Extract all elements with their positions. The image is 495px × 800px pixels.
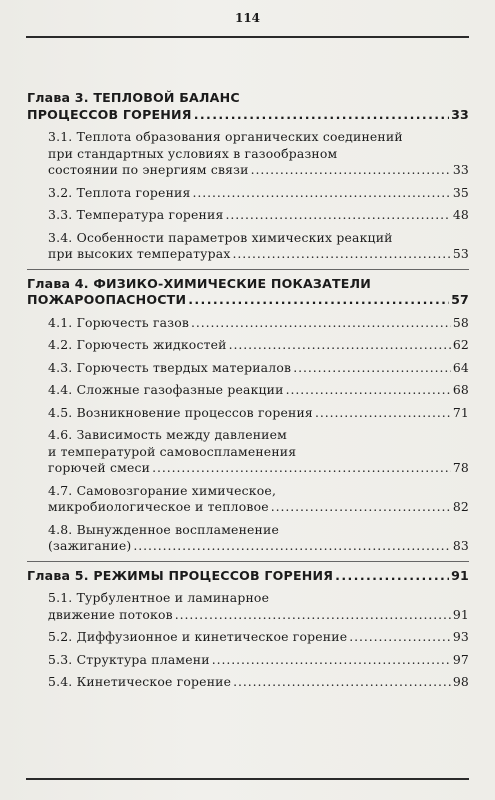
dot-leader (225, 207, 450, 224)
toc-entry-line (48, 629, 469, 646)
page-number: 114 (234, 11, 261, 25)
toc-section-entry (48, 129, 469, 179)
dot-leader (286, 382, 451, 399)
toc-entry-line (48, 522, 469, 539)
toc-entry-line (48, 652, 469, 669)
dot-leader (133, 538, 450, 555)
toc-entry-title: Глава 3. ТЕПЛОВОЙ БАЛАНС (27, 90, 240, 105)
toc-entry-title: микробиологическое и тепловое (48, 499, 269, 514)
toc-section-entry (48, 590, 469, 623)
dot-leader (271, 499, 451, 516)
toc-entry-title: 4.7. Самовозгорание химическое, (48, 482, 277, 498)
toc-page-number: 33 (451, 106, 469, 122)
toc-section-entry (48, 315, 469, 332)
toc-entry-title: 4.3. Горючесть твердых материалов (48, 359, 292, 375)
dot-leader (152, 460, 451, 477)
toc-page-number: 35 (452, 184, 469, 200)
toc-entry-title: 4.6. Зависимость между давлением (48, 427, 288, 442)
toc-section-entry (48, 427, 469, 477)
toc-page-number: 64 (452, 359, 469, 375)
toc-page-number: 53 (452, 246, 469, 261)
toc-chapter-entry (27, 568, 469, 585)
toc-entry-line (48, 207, 469, 224)
dot-leader (293, 360, 451, 377)
toc-entry-line (48, 230, 469, 247)
toc-entry-title: при стандартных условиях в газообразном (48, 145, 338, 161)
toc-entry-title: (зажигание) (48, 538, 132, 553)
toc-entry-title: 4.2. Горючесть жидкостей (48, 337, 227, 352)
toc-page-number: 33 (452, 162, 469, 177)
toc-section-entry (48, 337, 469, 354)
toc-page-number: 91 (451, 567, 469, 583)
toc-entry-line (48, 499, 469, 516)
toc-page-number: 58 (452, 314, 469, 330)
dot-leader (194, 107, 449, 124)
toc-entry-title: 4.5. Возникновение процессов горения (48, 404, 313, 420)
dot-leader (251, 162, 451, 179)
toc-entry-line (48, 538, 469, 555)
toc-entry-line (27, 276, 469, 293)
toc-page-number: 68 (452, 382, 469, 397)
toc-page-number: 57 (451, 292, 469, 307)
dot-leader (349, 629, 451, 646)
toc-entry-title: Глава 5. РЕЖИМЫ ПРОЦЕССОВ ГОРЕНИЯ (27, 567, 334, 583)
toc-page-number: 83 (452, 538, 469, 553)
toc-chapter-entry (27, 90, 469, 123)
toc-entry-title: 5.3. Структура пламени (48, 651, 210, 667)
header-rule (26, 36, 469, 38)
dot-leader (233, 246, 451, 263)
toc-page-number: 71 (452, 404, 469, 420)
toc-entry-line (48, 382, 469, 399)
toc-entry-line (48, 315, 469, 332)
toc-entry-title: 3.2. Теплота горения (48, 184, 191, 200)
toc-entry-title: 5.2. Диффузионное и кинетическое горение (48, 629, 348, 644)
toc-section-entry (48, 522, 469, 555)
toc-entry-line (48, 360, 469, 377)
toc-entry-title: ПРОЦЕССОВ ГОРЕНИЯ (27, 106, 192, 122)
toc-section-entry (48, 483, 469, 516)
dot-leader (315, 405, 451, 422)
toc-entry-line (48, 129, 469, 146)
dot-leader (191, 315, 451, 332)
toc-page-number: 78 (452, 460, 469, 475)
chapter-separator (27, 269, 469, 270)
toc-entry-title: Глава 4. ФИЗИКО-ХИМИЧЕСКИЕ ПОКАЗАТЕЛИ (27, 275, 372, 291)
toc-entry-line (27, 292, 469, 309)
toc-entry-title: 3.1. Теплота образования органических соединений (48, 129, 403, 144)
toc-section-entry (48, 405, 469, 422)
toc-section-entry (48, 382, 469, 399)
toc-entry-line (48, 607, 469, 624)
toc-chapter-entry (27, 276, 469, 309)
toc-entry-title: 3.4. Особенности параметров химических реакций (48, 229, 393, 245)
toc-entry-title: 4.1. Горючесть газов (48, 314, 190, 330)
dot-leader (175, 607, 451, 624)
toc-entry-line (27, 107, 469, 124)
toc-entry-title: 5.1. Турбулентное и ламинарное (48, 590, 270, 605)
toc-entry-title: движение потоков (48, 606, 173, 622)
toc-section-entry (48, 652, 469, 669)
toc-entry-line (48, 674, 469, 691)
toc-section-entry (48, 360, 469, 377)
toc-page-number: 48 (452, 207, 469, 222)
dot-leader (193, 185, 451, 202)
toc-entry-title: ПОЖАРООПАСНОСТИ (27, 292, 187, 307)
toc-entry-line (48, 337, 469, 354)
toc-page-number: 93 (452, 629, 469, 644)
toc-entry-title: 5.4. Кинетическое горение (48, 674, 232, 689)
toc-entry-line (48, 590, 469, 607)
dot-leader (212, 652, 451, 669)
toc-entry-title: состоянии по энергиям связи (48, 162, 249, 177)
toc-page-number: 62 (452, 337, 469, 352)
chapter-separator (27, 561, 469, 562)
toc-entry-title: 4.4. Сложные газофазные реакции (48, 382, 284, 397)
toc-entry-line (48, 427, 469, 444)
toc-entry-line (48, 460, 469, 477)
toc-page-number: 91 (452, 606, 469, 622)
toc-entry-title: при высоких температурах (48, 246, 231, 261)
footer-rule (26, 778, 469, 780)
toc-section-entry (48, 185, 469, 202)
toc-section-entry (48, 207, 469, 224)
toc-entry-line (48, 246, 469, 263)
toc-entry-line (48, 444, 469, 461)
dot-leader (233, 674, 451, 691)
dot-leader (229, 337, 451, 354)
toc-entry-line (27, 568, 469, 585)
toc-entry-line (27, 90, 469, 107)
toc-entry-line (48, 405, 469, 422)
toc-entry-line (48, 146, 469, 163)
toc-section-entry (48, 629, 469, 646)
toc-entry-title: 3.3. Температура горения (48, 207, 224, 222)
toc-entry-title: 4.8. Вынужденное воспламенение (48, 521, 280, 537)
toc-page-number: 98 (452, 674, 469, 689)
dot-leader (188, 292, 449, 309)
table-of-contents (27, 90, 469, 697)
dot-leader (335, 568, 449, 585)
toc-section-entry (48, 230, 469, 263)
toc-page-number: 97 (452, 651, 469, 667)
toc-entry-title: горючей смеси (48, 460, 151, 475)
toc-section-entry (48, 674, 469, 691)
toc-entry-line (48, 483, 469, 500)
toc-entry-title: и температурой самовоспламенения (48, 443, 297, 459)
toc-entry-line (48, 185, 469, 202)
toc-page-number: 82 (452, 499, 469, 514)
toc-entry-line (48, 162, 469, 179)
